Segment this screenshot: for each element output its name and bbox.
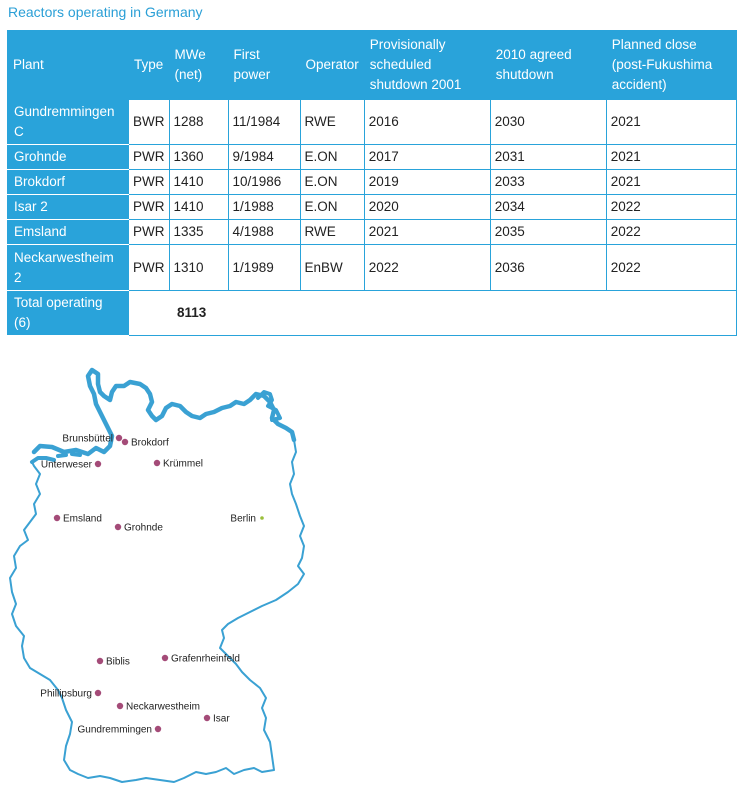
cell-mwe: 1335: [169, 220, 228, 245]
city-label-berlin: Berlin: [230, 513, 256, 525]
baltic-island-rugen: [258, 392, 280, 420]
table-header-row: [8, 31, 737, 100]
city-label-gundremmingen: Gundremmingen: [77, 724, 152, 736]
cell-planned-close: 2021: [606, 170, 736, 195]
total-empty-cell: [364, 291, 490, 336]
city-label-grafenrheinfeld: Grafenrheinfeld: [171, 653, 240, 665]
city-label-krummel: Krümmel: [163, 458, 204, 470]
reactor-marker: [204, 715, 210, 721]
cell-first-power: 9/1984: [228, 145, 300, 170]
cell-planned-close: 2022: [606, 245, 736, 291]
header-planned-close: Planned close (post-Fukushima accident): [606, 31, 736, 100]
header-mwe: MWe (net): [169, 31, 228, 100]
cell-planned-close: 2022: [606, 195, 736, 220]
cell-type: PWR: [129, 170, 170, 195]
cell-provisional-shutdown: 2022: [364, 245, 490, 291]
header-provisional-shutdown: Provisionally scheduled shutdown 2001: [364, 31, 490, 100]
cell-first-power: 10/1986: [228, 170, 300, 195]
cell-plant: Isar 2: [8, 195, 129, 220]
reactor-marker: [122, 439, 128, 445]
cell-type: PWR: [129, 220, 170, 245]
table-row: [8, 170, 737, 195]
cell-first-power: 1/1988: [228, 195, 300, 220]
table-row: [8, 195, 737, 220]
reactor-marker: [95, 690, 101, 696]
reactor-marker: [95, 461, 101, 467]
total-empty-cell: [490, 291, 606, 336]
cell-planned-close: 2021: [606, 145, 736, 170]
cell-operator: RWE: [300, 220, 364, 245]
cell-plant: Gundremmingen C: [8, 100, 129, 145]
cell-agreed-shutdown: 2034: [490, 195, 606, 220]
cell-provisional-shutdown: 2016: [364, 100, 490, 145]
header-type: Type: [129, 31, 170, 100]
city-label-isar: Isar: [213, 713, 230, 725]
cell-agreed-shutdown: 2030: [490, 100, 606, 145]
cell-provisional-shutdown: 2020: [364, 195, 490, 220]
cell-agreed-shutdown: 2031: [490, 145, 606, 170]
cell-mwe: 1410: [169, 195, 228, 220]
city-label-brokdorf: Brokdorf: [131, 437, 169, 449]
table-row: [8, 145, 737, 170]
total-empty-cell: [606, 291, 736, 336]
city-label-biblis: Biblis: [106, 656, 130, 668]
map-svg: [0, 360, 320, 800]
reactor-marker: [154, 460, 160, 466]
table-row: [8, 245, 737, 291]
cell-type: PWR: [129, 145, 170, 170]
city-label-phillipsburg: Phillipsburg: [40, 688, 92, 700]
reactor-marker: [115, 524, 121, 530]
city-label-grohnde: Grohnde: [124, 522, 163, 534]
cell-provisional-shutdown: 2021: [364, 220, 490, 245]
cell-operator: E.ON: [300, 195, 364, 220]
reactor-marker: [116, 435, 122, 441]
header-operator: Operator: [300, 31, 364, 100]
table-caption: Reactors operating in Germany: [8, 4, 203, 20]
city-label-unterweser: Unterweser: [40, 459, 92, 471]
cell-type: PWR: [129, 195, 170, 220]
cell-planned-close: 2021: [606, 100, 736, 145]
header-agreed-shutdown: 2010 agreed shutdown: [490, 31, 606, 100]
total-empty-cell: [300, 291, 364, 336]
capital-marker: [260, 516, 264, 520]
cell-plant: Grohnde: [8, 145, 129, 170]
total-empty-cell: [228, 291, 300, 336]
total-mwe: 8113: [169, 291, 228, 336]
reactor-marker: [54, 515, 60, 521]
city-label-neckarwestheim: Neckarwestheim: [126, 701, 200, 713]
cell-mwe: 1410: [169, 170, 228, 195]
total-label: Total operating (6): [8, 291, 129, 336]
reactor-marker: [117, 703, 123, 709]
header-plant: Plant: [8, 31, 129, 100]
cell-plant: Brokdorf: [8, 170, 129, 195]
cell-operator: EnBW: [300, 245, 364, 291]
germany-reactor-map: [0, 360, 320, 800]
cell-provisional-shutdown: 2017: [364, 145, 490, 170]
cell-first-power: 11/1984: [228, 100, 300, 145]
total-empty-cell: [129, 291, 170, 336]
table-row: [8, 220, 737, 245]
cell-first-power: 4/1988: [228, 220, 300, 245]
cell-agreed-shutdown: 2036: [490, 245, 606, 291]
reactors-table: [7, 30, 737, 336]
cell-agreed-shutdown: 2035: [490, 220, 606, 245]
cell-mwe: 1288: [169, 100, 228, 145]
cell-type: PWR: [129, 245, 170, 291]
total-row: [8, 291, 737, 336]
reactor-marker: [162, 655, 168, 661]
city-label-brunsbuttel: Brunsbüttel: [62, 433, 113, 445]
city-label-emsland: Emsland: [63, 513, 102, 525]
cell-planned-close: 2022: [606, 220, 736, 245]
header-first-power: First power: [228, 31, 300, 100]
cell-provisional-shutdown: 2019: [364, 170, 490, 195]
cell-operator: E.ON: [300, 145, 364, 170]
table-row: [8, 100, 737, 145]
reactor-marker: [97, 658, 103, 664]
cell-mwe: 1310: [169, 245, 228, 291]
cell-plant: Emsland: [8, 220, 129, 245]
cell-plant: Neckarwestheim 2: [8, 245, 129, 291]
cell-agreed-shutdown: 2033: [490, 170, 606, 195]
cell-first-power: 1/1989: [228, 245, 300, 291]
cell-type: BWR: [129, 100, 170, 145]
cell-mwe: 1360: [169, 145, 228, 170]
cell-operator: E.ON: [300, 170, 364, 195]
reactor-marker: [155, 726, 161, 732]
cell-operator: RWE: [300, 100, 364, 145]
